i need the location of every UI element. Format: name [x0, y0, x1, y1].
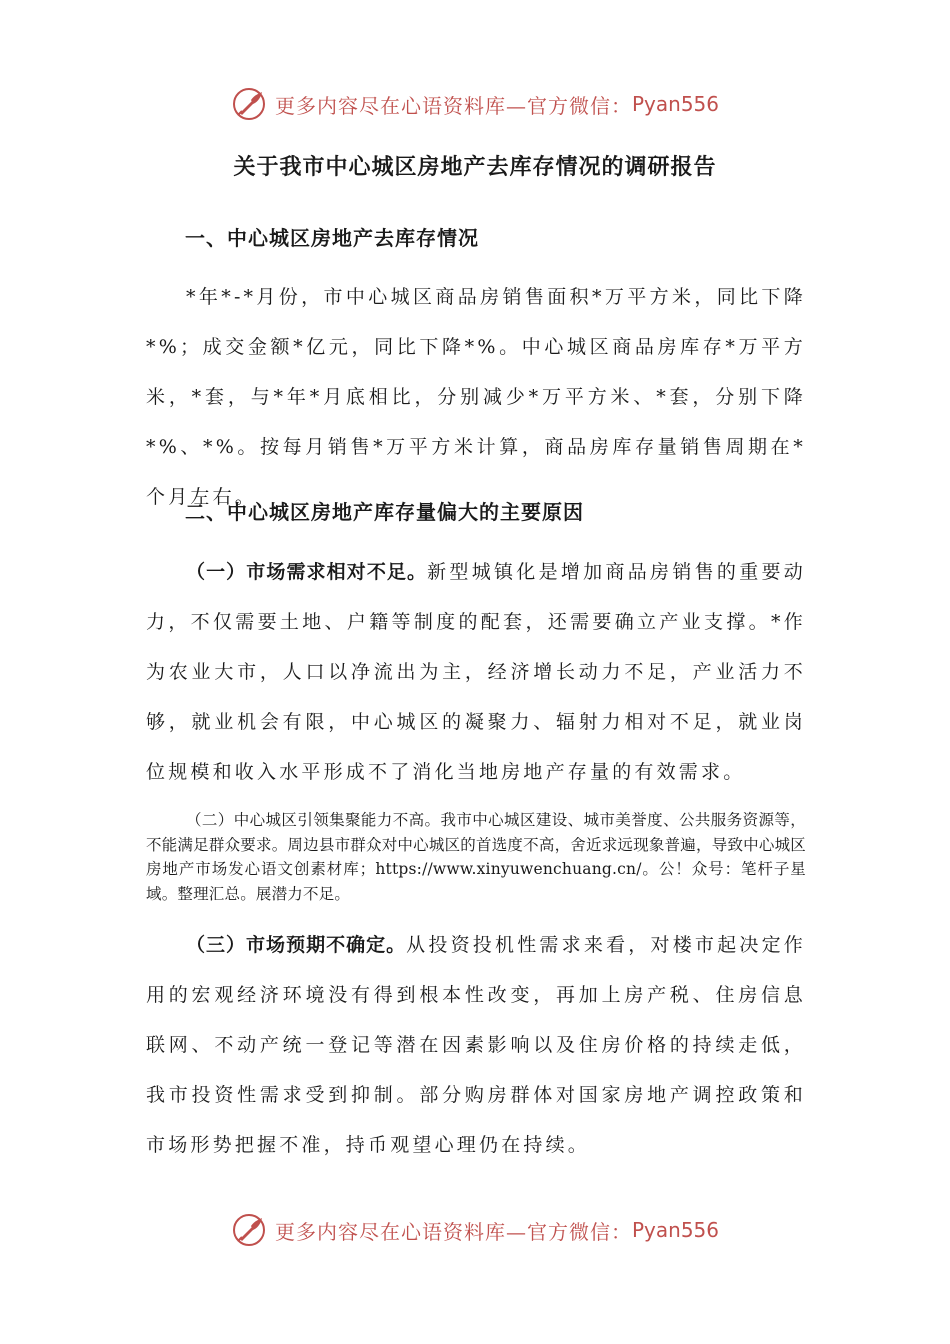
banner-wechat-id: Pyan556 — [631, 92, 719, 116]
section2-item2-paragraph: （二）中心城区引领集聚能力不高。我市中心城区建设、城市美誉度、公共服务资源等，不能满足群众要求。周边县市群众对中心城区的首选度不高，舍近求远现象普遍，导致中心城区房地产市场发心语文创素材库；https://www.xinyuwenchuang.cn/。公！众号：笔杆子星域。整理汇总。展潜力不足。 — [146, 811, 806, 903]
item3-lead: （三）市场预期不确定。 — [186, 934, 407, 956]
header-banner — [0, 84, 950, 124]
quill-logo-icon — [231, 86, 267, 122]
banner-text: 更多内容尽在心语资料库—官方微信： — [274, 93, 632, 118]
section1-paragraph: *年*-*月份，市中心城区商品房销售面积*万平方米，同比下降*%；成交金额*亿元，同比下降*%。中心城区商品房库存*万平方米，*套，与*年*月底相比，分别减少*万平方米、*套，分别下降*%、*%。按每月销售*万平方米计算，商品房库存量销售周期在*个月左右。 — [146, 286, 806, 508]
quill-logo-icon — [231, 1212, 267, 1248]
document-title: 关于我市中心城区房地产去库存情况的调研报告 — [233, 154, 717, 180]
section2-item3-paragraph — [146, 920, 806, 1170]
section1-heading: 一、中心城区房地产去库存情况 — [185, 226, 479, 250]
item1-lead: （一）市场需求相对不足。 — [186, 561, 428, 583]
footer-banner — [0, 1210, 950, 1250]
item3-body: 从投资投机性需求来看，对楼市起决定作用的宏观经济环境没有得到根本性改变，再加上房产税、住房信息联网、不动产统一登记等潜在因素影响以及住房价格的持续走低，我市投资性需求受到抑制。部分购房群体对国家房地产调控政策和市场形势把握不准，持币观望心理仍在持续。 — [146, 934, 806, 1156]
item1-body: 新型城镇化是增加商品房销售的重要动力，不仅需要土地、户籍等制度的配套，还需要确立产业支撑。*作为农业大市，人口以净流出为主，经济增长动力不足，产业活力不够，就业机会有限，中心城区的凝聚力、辐射力相对不足，就业岗位规模和收入水平形成不了消化当地房地产存量的有效需求。 — [146, 561, 806, 783]
banner-text: 更多内容尽在心语资料库—官方微信： — [274, 1219, 632, 1244]
banner-wechat-id: Pyan556 — [631, 1218, 719, 1242]
section2-heading: 二、中心城区房地产库存量偏大的主要原因 — [185, 500, 584, 524]
section2-item1-paragraph — [146, 547, 806, 797]
